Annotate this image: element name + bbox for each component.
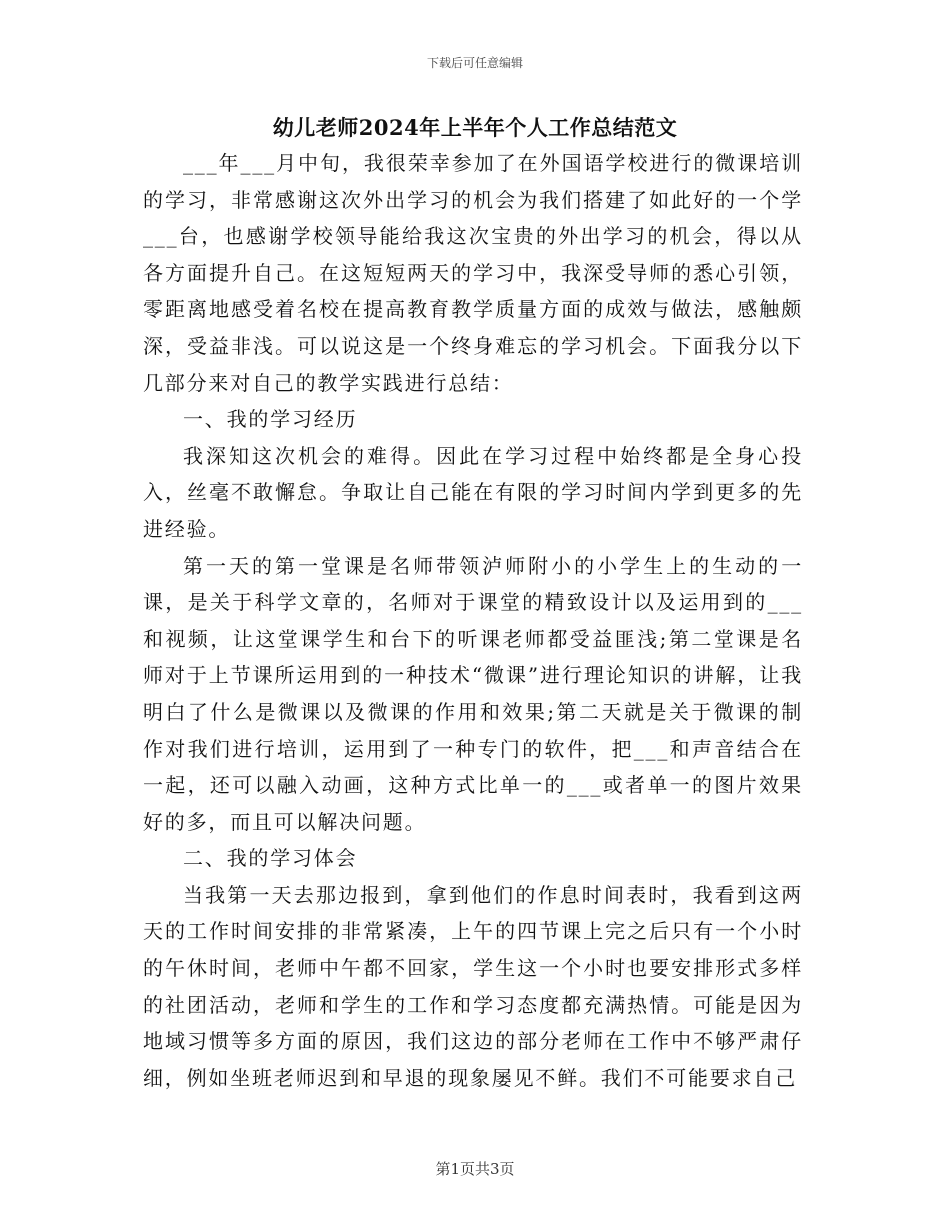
page-number-footer: 第1页共3页 [435,1160,515,1178]
paragraph-reflection: 当我第一天去那边报到，拿到他们的作息时间表时，我看到这两天的工作时间安排的非常紧凑，上午的四节课上完之后只有一个小时的午休时间，老师中午都不回家，学生这一个小时也要安排形式多样的社团活动，老师和学生的工作和学习态度都充满热情。可能是因为地域习惯等多方面的原因，我们这边的部分老师在工作中不够严肃仔细，例如坐班老师迟到和早退的现象屡见不鲜。我们不可能要求自己 [143,882,803,1090]
header-note: 下载后可任意编辑 [426,56,523,70]
document-body [143,145,803,1096]
section-heading-1: 一、我的学习经历 [183,407,358,432]
paragraph-intro: ___年___月中旬，我很荣幸参加了在外国语学校进行的微课培训的学习，非常感谢这次外出学习的机会为我们搭建了如此好的一个学___台，也感谢学校领导能给我这次宝贵的外出学习的机会，得以从各方面提升自己。在这短短两天的学习中，我深受导师的悉心引领，零距离地感受着名校在提高教育教学质量方面的成效与做法，感触颇深，受益非浅。可以说这是一个终身难忘的学习机会。下面我分以下几部分来对自己的教学实践进行总结： [143,151,803,395]
paragraph-first-day: 第一天的第一堂课是名师带领泸师附小的小学生上的生动的一课，是关于科学文章的，名师对于课堂的精致设计以及运用到的___和视频，让这堂课学生和台下的听课老师都受益匪浅;第二堂课是名师对于上节课所运用到的一种技术“微课”进行理论知识的讲解，让我明白了什么是微课以及微课的作用和效果;第二天就是关于微课的制作对我们进行培训，运用到了一种专门的软件，把___和声音结合在一起，还可以融入动画，这种方式比单一的___或者单一的图片效果好的多，而且可以解决问题。 [143,553,803,834]
section-heading-2: 二、我的学习体会 [183,846,358,871]
document-title: 幼儿老师2024年上半年个人工作总结范文 [272,115,678,140]
paragraph-experience: 我深知这次机会的难得。因此在学习过程中始终都是全身心投入，丝毫不敢懈怠。争取让自己能在有限的学习时间内学到更多的先进经验。 [143,443,803,541]
